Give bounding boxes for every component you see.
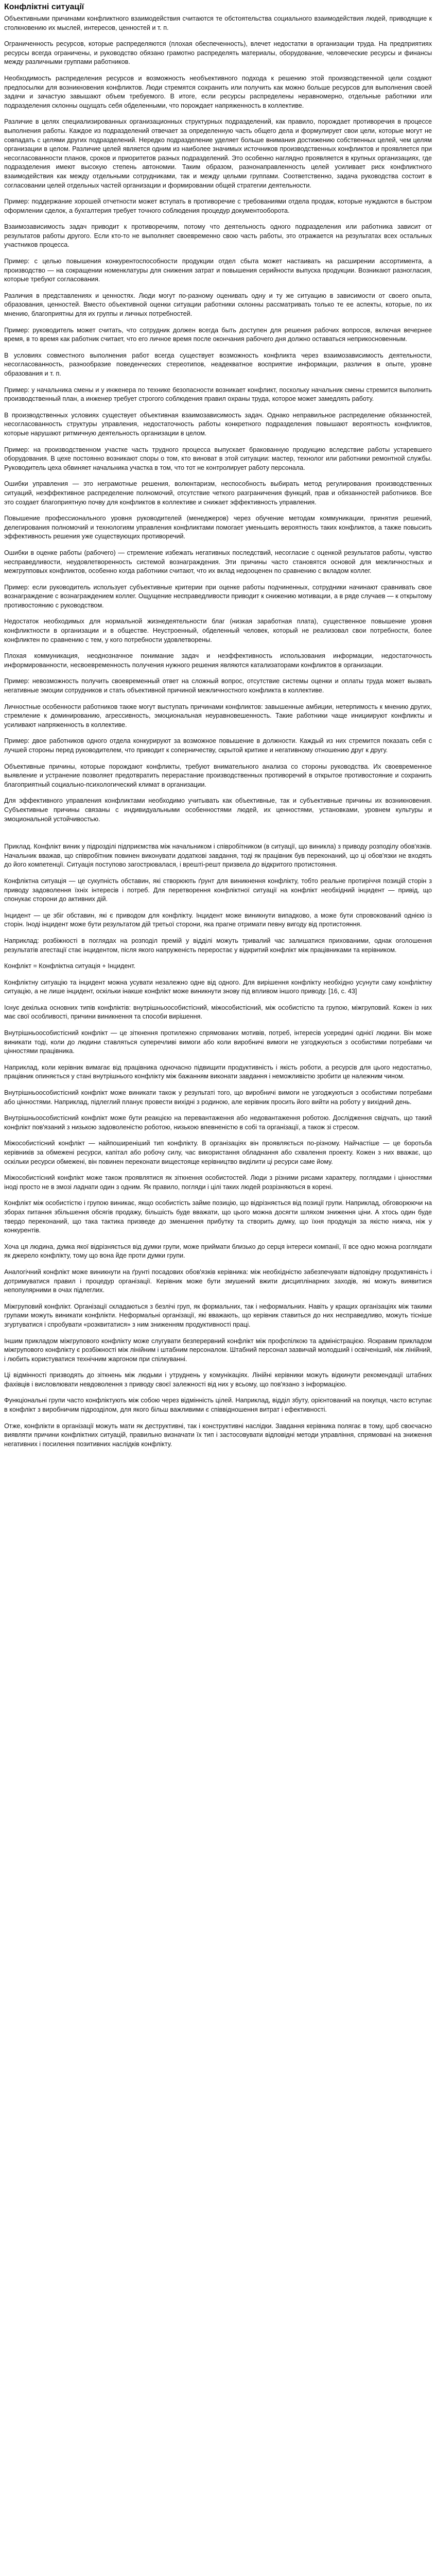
- paragraph: Различия в представлениях и ценностях. Люди могут по-разному оценивать одну и ту же ситуацию в зависимости от своего опыта, образования, ценностей. Вместо объективной оценки ситуации работники склонны рассматривать только те ее аспекты, которые, по их мнению, благоприятны для их группы и личных потребностей.: [4, 292, 432, 318]
- paragraph: Взаимозависимость задач приводит к противоречиям, потому что деятельность одного подразделения или работника зависит от результатов работы другого. Если кто-то не выполняет своевременно свою часть работы, это отражается на результатах всех остальных участников процесса.: [4, 223, 432, 249]
- paragraph: Для эффективного управления конфликтами необходимо учитывать как объективные, так и субъективные причины их возникновения. Субъективные причины связаны с индивидуальными особенностями людей, их ценностями, установками, уровнем культуры и эмоциональной устойчивостью.: [4, 797, 432, 823]
- paragraph: Наприклад, коли керівник вимагає від працівника одночасно підвищити продуктивність і якість роботи, а ресурсів для цього недостатньо, працівник опиняється у стані внутрішнього конфлікту між бажанням виконати завдання і неможливістю зробити це належним чином.: [4, 1063, 432, 1080]
- paragraph: Існує декілька основних типів конфліктів: внутрішньоособистісний, міжособистісний, між особистістю та групою, міжгруповий. Кожен із них має свої особливості, причини виникнення та способи вирішення.: [4, 1004, 432, 1021]
- paragraph: Аналогічний конфлікт може виникнути на ґрунті посадових обов'язків керівника: між необхідністю забезпечувати відповідну продуктивність і дотримуватися правил і процедур організації. Керівник може бути змушений вжити дисциплінарних заходів, які можуть виявитися непопулярними в очах підлеглих.: [4, 1268, 432, 1294]
- paragraph: Хоча ця людина, думка якої відрізняється від думки групи, може приймати близько до серця інтереси компанії, її все одно можна розглядати як джерело конфлікту, тому що вона йде проти думки групи.: [4, 1243, 432, 1260]
- section-divider: [4, 831, 432, 842]
- paragraph: Конфлікт = Конфліктна ситуація + Інцидент.: [4, 962, 136, 970]
- paragraph: Объективные причины, которые порождают конфликты, требуют внимательного анализа со стороны руководства. Их своевременное выявление и устранение позволяет предотвратить перерастание производственных противоречий в открытое противостояние и сохранить благоприятный социально-психологический климат в организации.: [4, 762, 432, 788]
- paragraph: Ошибки управления — это неграмотные решения, волюнтаризм, неспособность выбирать метод регулирования производственных ситуаций, неэффективное распределение полномочий, отсутствие четкого разграничения функций, прав и обязанностей работников. Все это создает благоприятную почву для конфликтов в коллективе и снижает эффективность управления.: [4, 480, 432, 506]
- paragraph: Повышение профессионального уровня руководителей (менеджеров) через обучение методам коммуникации, принятия решений, делегирования полномочий и технологиям управления конфликтами помогает уменьшить вероятность таких конфликтов, а также повысить эффективность решения уже существующих противоречий.: [4, 515, 432, 540]
- paragraph: Пример: у начальника смены и у инженера по технике безопасности возникает конфликт, поскольку начальник смены стремится выполнить производственный план, а инженер требует строгого соблюдения правил охраны труда, которое может замедлять работу.: [4, 386, 432, 403]
- paragraph: Отже, конфлікти в організації можуть мати як деструктивні, так і конструктивні наслідки. Завдання керівника полягає в тому, щоб своєчасно виявляти причини конфліктних ситуацій, правильно визначати їх тип і застосовувати відповідні методи управління, спрямовані на зниження негативних і посилення позитивних наслідків конфлікту.: [4, 1422, 432, 1448]
- paragraph: Інцидент — це збіг обставин, які є приводом для конфлікту. Інцидент може виникнути випадково, а може бути спровокований однією із сторін. Іноді інцидент може бути результатом дій третьої сторони, яка прагне отримати певну вигоду від протистояння.: [4, 911, 432, 928]
- paragraph: Недостаток необходимых для нормальной жизнедеятельности благ (низкая заработная плата), существенное повышение уровня конфликтности в организации и в обществе. Неустроенный, обделенный человек, который не реализовал свои потребности, более конфликтен по сравнению с тем, у кого потребности удовлетворены.: [4, 618, 432, 643]
- paragraph: Іншим прикладом міжгрупового конфлікту може слугувати безперервний конфлікт між профспілкою та адміністрацією. Яскравим прикладом міжгрупового конфлікту є розбіжності між лінійним і штабним персоналом. Штабний персонал зазвичай молодший і освіченіший, ніж лінійний, і любить користуватися технічним жаргоном при спілкуванні.: [4, 1337, 432, 1363]
- paragraph: Пример: руководитель может считать, что сотрудник должен всегда быть доступен для решения рабочих вопросов, включая вечернее время, в то время как работник считает, что его личное время после окончания рабочего дня должно оставаться неприкосновенным.: [4, 326, 432, 343]
- paragraph: Внутрішньоособистісний конфлікт — це зіткнення протилежно спрямованих мотивів, потреб, інтересів усередині однієї людини. Він може виникати тоді, коли до людини ставляться суперечливі вимоги або коли виробничі вимоги не узгоджуються з особистими потребами чи цінностями працівника.: [4, 1029, 432, 1055]
- paragraph: Объективными причинами конфликтного взаимодействия считаются те обстоятельства социального взаимодействия людей, приводящие к столкновению их мыслей, интересов, ценностей и т. п.: [4, 15, 432, 31]
- paragraph: Плохая коммуникация, неоднозначное понимание задач и неэффективность использования информации, недостаточность информированности, несвоевременность получения нужного решения являются катализаторами конфликтов в организации.: [4, 652, 432, 669]
- paragraph: Пример: невозможность получить своевременный ответ на сложный вопрос, отсутствие системы оценки и оплаты труда может вызвать негативные эмоции сотрудников и стать объективной причиной межличностного конфликта в коллективе.: [4, 677, 432, 694]
- paragraph: Конфліктна ситуація — це сукупність обставин, які створюють ґрунт для виникнення конфлікту, тобто реальне протиріччя позицій сторін з приводу задоволення їхніх інтересів і потреб. Для перетворення конфліктної ситуації на конфлікт необхідний інцидент — привід, що спонукає сторони до активних дій.: [4, 877, 432, 903]
- paragraph: Различие в целях специализированных организационных структурных подразделений, как правило, порождает противоречия в процессе выполнения работы. Каждое из подразделений отвечает за определенную часть общего дела и формулирует свои цели, которые могут не совпадать с целями других подразделений. Нередко подразделение уделяет больше внимания достижению собственных целей, чем целям организации в целом. Различие целей является одним из наиболее значимых источников производственных конфликтов и проявляется при несогласованности планов, сроков и приоритетов разных подразделений. Это особенно наглядно проявляется в крупных организациях, где подразделения имеют высокую степень автономии. Таким образом, разнонаправленность целей усиливает риск конфликтного взаимодействия как между отдельными сотрудниками, так и между целыми группами. Соответственно, задача руководства состоит в согласовании целей отдельных частей организации и формировании общей стратегии деятельности.: [4, 118, 432, 189]
- paragraph: Конфлікт між особистістю і групою виникає, якщо особистість займе позицію, що відрізняється від позиції групи. Наприклад, обговорюючи на зборах питання збільшення обсягів продажу, більшість буде вважати, що цього можна досягти шляхом зниження ціни. А хтось один буде твердо переконаний, що така тактика призведе до зменшення прибутку та створить думку, що їхня продукція за якістю нижча, ніж у конкурентів.: [4, 1199, 432, 1234]
- paragraph: Конфліктну ситуацію та інцидент можна усувати незалежно одне від одного. Для вирішення конфлікту необхідно усунути саму конфліктну ситуацію, а не лише інцидент, оскільки інакше конфлікт може виникнути знову під впливом іншого приводу. [16, с. 43]: [4, 978, 432, 995]
- paragraph: Внутрішньоособистісний конфлікт може бути реакцією на перевантаження або недовантаження роботою. Дослідження свідчать, що такий конфлікт пов'язаний з низькою задоволеністю роботою, низькою впевненістю в собі та організації, а також зі стресом.: [4, 1114, 432, 1131]
- paragraph: Міжособистісний конфлікт — найпоширеніший тип конфлікту. В організаціях він проявляється по-різному. Найчастіше — це боротьба керівників за обмежені ресурси, капітал або робочу силу, час використання обладнання або схвалення проекту. Кожен з них вважає, що оскільки ресурси обмежені, він повинен переконати вищестояще керівництво виділити ці ресурси саме йому.: [4, 1140, 432, 1165]
- paragraph: Пример: поддержание хорошей отчетности может вступать в противоречие с требованиями отдела продаж, которые нуждаются в быстром оформлении сделок, а бухгалтерия требует точного соблюдения процедур документооборота.: [4, 198, 432, 214]
- paragraph: В условиях совместного выполнения работ всегда существует возможность конфликта через взаимозависимость деятельности, несогласованность, разнообразие поведенческих стереотипов, неадекватное восприятие информации, различия в опыте, уровне образования и т. п.: [4, 351, 432, 377]
- paragraph: Наприклад: розбіжності в поглядах на розподіл премій у відділі можуть тривалий час залишатися прихованими, однак оголошення результатів атестації стає інцидентом, після якого напруженість переростає у відкритий конфлікт між працівниками та керівником.: [4, 937, 432, 954]
- paragraph: Пример: если руководитель использует субъективные критерии при оценке работы подчиненных, сотрудники начинают сравнивать свое вознаграждение с вознаграждением коллег. Ощущение несправедливости приводит к снижению мотивации, а в ряде случаев — к открытому противостоянию с руководством.: [4, 583, 432, 609]
- page-title: Конфліктні ситуації: [4, 3, 84, 11]
- paragraph: Приклад. Конфлікт виник у підрозділі підприємства між начальником і співробітником (в ситуації, що виникла) з приводу розподілу обов'язків. Начальник вважав, що співробітник повинен виконувати додаткові завдання, тоді як працівник був переконаний, що ці обов'язки не входять до його компетенції. Ситуація поступово загострювалася, і врешті-решт призвела до відкритого протистояння.: [4, 843, 432, 869]
- paragraph: Ограниченность ресурсов, которые распределяются (плохая обеспеченность), влечет недостатки в организации труда. На предприятиях ресурсы всегда ограничены, и руководство обязано грамотно распределять материалы, оборудование, человеческие ресурсы и финансы между различными группами работников.: [4, 40, 432, 66]
- paragraph: Міжгруповий конфлікт. Організації складаються з безлічі груп, як формальних, так і неформальних. Навіть у кращих організаціях між такими групами можуть виникати конфлікти. Неформальні організації, які вважають, що керівник ставиться до них несправедливо, можуть тісніше згуртуватися і спробувати «розквитатися» з ним зниженням продуктивності праці.: [4, 1302, 432, 1328]
- paragraph: Внутрішньоособистісний конфлікт може виникати також у результаті того, що виробничі вимоги не узгоджуються з особистими потребами або цінностями. Наприклад, підлеглий планує провести вихідні з родиною, але керівник просить його вийти на роботу у вихідний день.: [4, 1089, 432, 1106]
- paragraph: Функціональні групи часто конфліктують між собою через відмінність цілей. Наприклад, відділ збуту, орієнтований на покупця, часто вступає в конфлікт з виробничим підрозділом, для якого більш важливими є співвідношення витрат і ефективності.: [4, 1397, 432, 1414]
- paragraph: Ці відмінності призводять до зіткнень між людьми і утруднень у комунікаціях. Лінійні керівники можуть відкинути рекомендації штабних фахівців і висловлювати невдоволення з приводу своєї залежності від них у всьому, що пов'язано з інформацією.: [4, 1371, 432, 1388]
- document-body: [4, 14, 432, 1449]
- paragraph: Пример: на производственном участке часть трудного процесса выпускает бракованную продукцию вследствие работы устаревшего оборудования. В цехе постоянно возникают споры о том, кто виноват в этой ситуации: мастер, технолог или работники ремонтной службы. Руководитель цеха обвиняет начальника участка в том, что тот не контролирует работу персонала.: [4, 446, 432, 471]
- paragraph: В производственных условиях существует объективная взаимозависимость задач. Однако неправильное распределение обязанностей, несогласованность структуры управления, недостаточность работы конкретного подразделения повышают вероятность конфликтов, которые нарушают ритмичную деятельность организации в целом.: [4, 411, 432, 437]
- paragraph: Пример: с целью повышения конкурентоспособности продукции отдел сбыта может настаивать на расширении ассортимента, а производство — на сокращении номенклатуры для снижения затрат и повышения серийности выпуска продукции. Возникают разногласия, которые требуют согласования.: [4, 258, 432, 283]
- paragraph: Міжособистісний конфлікт може також проявлятися як зіткнення особистостей. Люди з різними рисами характеру, поглядами і цінностями іноді просто не в змозі ладнати один з одним. Як правило, погляди і цілі таких людей розрізняються в корені.: [4, 1174, 432, 1191]
- paragraph: Необходимость распределения ресурсов и возможность необъективного подхода к решению этой производственной цели создают предпосылки для возникновения конфликтов. Люди стремятся сохранить или получить как можно больше ресурсов для выполнения своей задачи и зачастую завышают объем требуемого. В итоге, если ресурсы распределены неравномерно, отдельные работники или подразделения склонны ощущать себя обделенными, что порождает напряженность в коллективе.: [4, 74, 432, 109]
- paragraph: Личностные особенности работников также могут выступать причинами конфликтов: завышенные амбиции, нетерпимость к мнению других, стремление к доминированию, агрессивность, эмоциональная неуравновешенность. Такие работники чаще инициируют конфликты и усиливают напряженность в коллективе.: [4, 703, 432, 728]
- paragraph: Ошибки в оценке работы (рабочего) — стремление избежать негативных последствий, несогласие с оценкой результатов работы, чувство несправедливости, неудовлетворенность системой вознаграждения. Эти причины часто становятся основой для межличностных и межгрупповых конфликтов, особенно когда работники считают, что их вклад недооценен по сравнению с вкладом коллег.: [4, 549, 432, 575]
- paragraph: Пример: двое работников одного отдела конкурируют за возможное повышение в должности. Каждый из них стремится показать себя с лучшей стороны перед руководителем, что приводит к соперничеству, скрытой критике и негативному отношению друг к другу.: [4, 737, 432, 754]
